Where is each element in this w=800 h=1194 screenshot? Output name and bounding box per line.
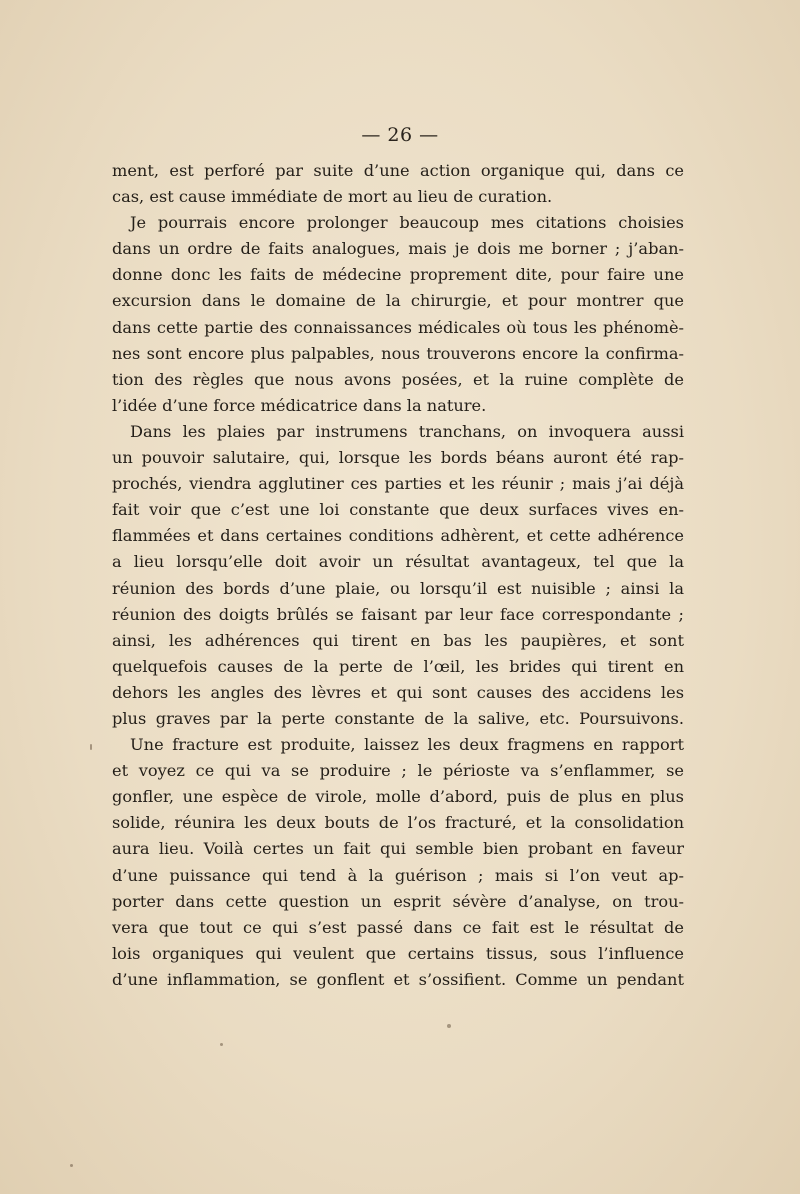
text-line: prochés, viendra agglutiner ces parties et les réunir ; mais j’ai déjà bbox=[112, 474, 684, 494]
text-line: réunion des bords d’une plaie, ou lorsqu’il est nuisible ; ainsi la bbox=[112, 578, 684, 598]
text-line: lois organiques qui veulent que certains tissus, sous l’influence bbox=[112, 943, 684, 963]
paper-speck bbox=[70, 1164, 73, 1167]
text-line: quelquefois causes de la perte de l’œil, les brides qui tirent en bbox=[112, 656, 684, 676]
page-number: — 26 — bbox=[361, 124, 439, 146]
text-line: ment, est perforé par suite d’une action organique qui, dans ce bbox=[112, 161, 684, 180]
text-line: réunion des doigts brûlés se faisant par leur face correspondante ; bbox=[112, 604, 684, 624]
text-line: et voyez ce qui va se produire ; le périoste va s’enflammer, se bbox=[112, 761, 684, 781]
text-line: excursion dans le domaine de la chirurgie, et pour montrer que bbox=[112, 291, 684, 311]
body-text bbox=[112, 158, 684, 993]
text-line: solide, réunira les deux bouts de l’os fracturé, et la consolidation bbox=[112, 813, 684, 833]
paragraph-first-line: Je pourrais encore prolonger beaucoup mes citations choisies bbox=[130, 213, 684, 233]
text-line: dans cette partie des connaissances médicales où tous les phénomè- bbox=[112, 317, 684, 337]
text-line: a lieu lorsqu’elle doit avoir un résultat avantageux, tel que la bbox=[112, 552, 684, 572]
text-line: fait voir que c’est une loi constante que deux surfaces vives en- bbox=[112, 500, 684, 520]
text-line: d’une puissance qui tend à la guérison ; mais si l’on veut ap- bbox=[112, 865, 684, 885]
paper-speck bbox=[90, 744, 92, 750]
text-line: ainsi, les adhérences qui tirent en bas les paupières, et sont bbox=[112, 630, 684, 650]
paragraph-first-line: Dans les plaies par instrumens tranchans, on invoquera aussi bbox=[130, 421, 684, 441]
text-line: nes sont encore plus palpables, nous trouverons encore la confirma- bbox=[112, 343, 684, 363]
text-line: l’idée d’une force médicatrice dans la nature. bbox=[112, 395, 487, 415]
text-line: tion des règles que nous avons posées, et la ruine complète de bbox=[112, 369, 684, 389]
paper-speck bbox=[220, 1043, 223, 1046]
text-line: d’une inflammation, se gonflent et s’ossifient. Comme un pendant bbox=[112, 969, 684, 989]
text-line: gonfler, une espèce de virole, molle d’abord, puis de plus en plus bbox=[112, 787, 684, 807]
text-line: vera que tout ce qui s’est passé dans ce fait est le résultat de bbox=[112, 917, 684, 937]
paper-speck bbox=[447, 1024, 451, 1028]
text-line: donne donc les faits de médecine proprement dite, pour faire une bbox=[112, 265, 684, 285]
text-line: flammées et dans certaines conditions adhèrent, et cette adhérence bbox=[112, 526, 684, 546]
text-line: cas, est cause immédiate de mort au lieu de curation. bbox=[112, 187, 553, 207]
text-line: un pouvoir salutaire, qui, lorsque les bords béans auront été rap- bbox=[112, 448, 684, 468]
text-line: dans un ordre de faits analogues, mais je dois me borner ; j’aban- bbox=[112, 239, 684, 259]
text-line: dehors les angles des lèvres et qui sont causes des accidens les bbox=[112, 682, 684, 702]
text-line: porter dans cette question un esprit sévère d’analyse, on trou- bbox=[112, 891, 684, 911]
text-line: plus graves par la perte constante de la salive, etc. Poursuivons. bbox=[112, 708, 684, 728]
text-line: aura lieu. Voilà certes un fait qui semble bien probant en faveur bbox=[112, 839, 684, 859]
paragraph-first-line: Une fracture est produite, laissez les deux fragmens en rapport bbox=[130, 735, 684, 755]
